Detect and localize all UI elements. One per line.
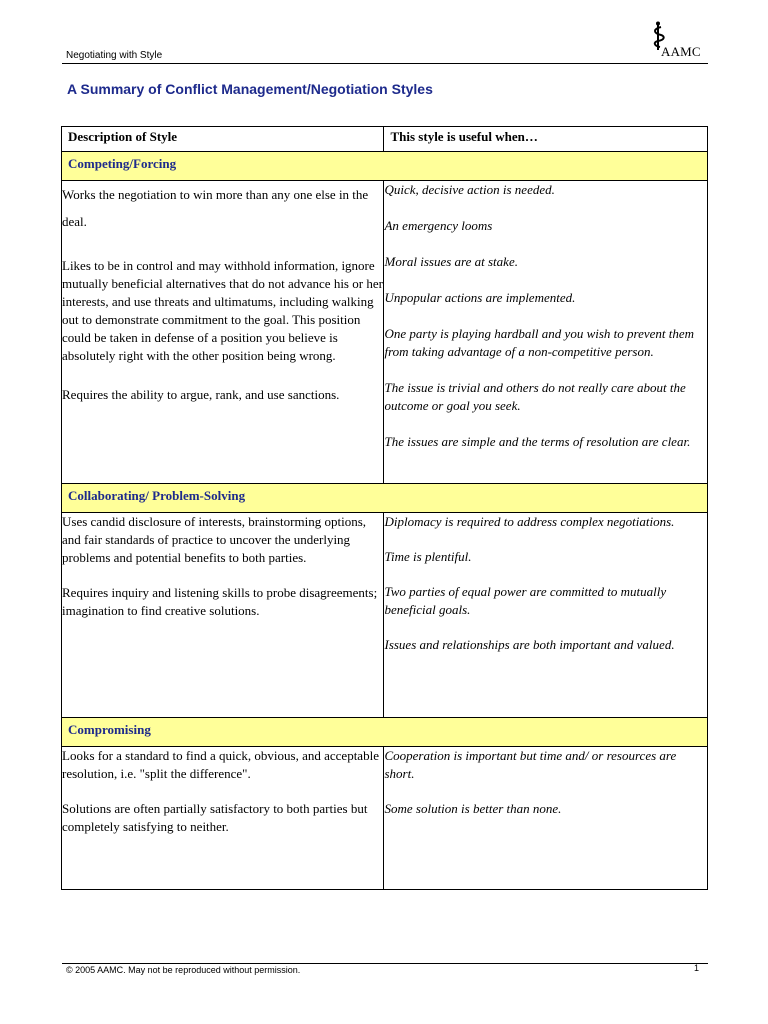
useful-when-cell — [384, 513, 708, 718]
section-title: Compromising — [62, 718, 708, 747]
useful-when-cell — [384, 747, 708, 890]
description-paragraph: Requires inquiry and listening skills to probe disagreements; imagination to find creative solutions. — [62, 585, 378, 618]
page-number: 1 — [694, 963, 700, 973]
description-paragraph: Requires the ability to argue, rank, and use sanctions. — [62, 387, 340, 402]
column-header-useful-when: This style is useful when… — [384, 127, 708, 152]
description-paragraph: Uses candid disclosure of interests, brainstorming options, and fair standards of practice to uncover the underlying problems and potential benefits to both parties. — [62, 514, 367, 565]
useful-when-item: The issue is trivial and others do not really care about the outcome or goal you seek. — [384, 380, 686, 413]
useful-when-item: An emergency looms — [384, 218, 493, 233]
page-title: A Summary of Conflict Management/Negotiation Styles — [67, 81, 433, 97]
useful-when-item: Time is plentiful. — [384, 549, 472, 564]
styles-table — [61, 126, 708, 890]
section-content-collaborating — [62, 513, 708, 718]
section-content-compromising — [62, 747, 708, 890]
useful-when-item: Two parties of equal power are committed to mutually beneficial goals. — [384, 584, 667, 617]
useful-when-item: Issues and relationships are both important and valued. — [384, 637, 675, 652]
useful-when-cell — [384, 181, 708, 484]
section-title: Competing/Forcing — [62, 152, 708, 181]
description-paragraph: Looks for a standard to find a quick, obvious, and acceptable resolution, i.e. "split the difference". — [62, 748, 379, 781]
useful-when-item: The issues are simple and the terms of resolution are clear. — [384, 434, 691, 449]
useful-when-item: Diplomacy is required to address complex negotiations. — [384, 514, 675, 529]
description-cell — [62, 181, 384, 484]
description-paragraph: Likes to be in control and may withhold information, ignore mutually beneficial alternatives that do not advance his or her interests, and use threats and ultimatums, including walking out to demonstrate commitment to the goal. This position could be taken in defense of a position you believe is absolutely right with the other position being wrong. — [62, 258, 383, 363]
useful-when-item: Quick, decisive action is needed. — [384, 182, 555, 197]
logo-text: AAMC — [661, 44, 701, 59]
useful-when-item: Cooperation is important but time and/ or resources are short. — [384, 748, 677, 781]
table-header-row — [62, 127, 708, 152]
section-row-compromising — [62, 718, 708, 747]
running-header: Negotiating with Style — [66, 50, 163, 61]
section-row-collaborating — [62, 484, 708, 513]
column-header-description: Description of Style — [62, 127, 384, 152]
section-title: Collaborating/ Problem-Solving — [62, 484, 708, 513]
useful-when-item: One party is playing hardball and you wish to prevent them from taking advantage of a non-competitive person. — [384, 326, 695, 359]
footer-divider — [62, 963, 708, 964]
description-paragraph: Works the negotiation to win more than any one else in the deal. — [62, 187, 369, 229]
section-content-competing — [62, 181, 708, 484]
useful-when-item: Moral issues are at stake. — [384, 254, 518, 269]
description-cell — [62, 747, 384, 890]
useful-when-item: Unpopular actions are implemented. — [384, 290, 576, 305]
description-paragraph: Solutions are often partially satisfactory to both parties but completely satisfying to neither. — [62, 801, 368, 834]
description-cell — [62, 513, 384, 718]
copyright-notice: © 2005 AAMC. May not be reproduced without permission. — [66, 965, 301, 975]
aamc-logo — [652, 24, 708, 64]
section-row-competing — [62, 152, 708, 181]
header-divider — [62, 63, 708, 64]
useful-when-item: Some solution is better than none. — [384, 801, 562, 816]
